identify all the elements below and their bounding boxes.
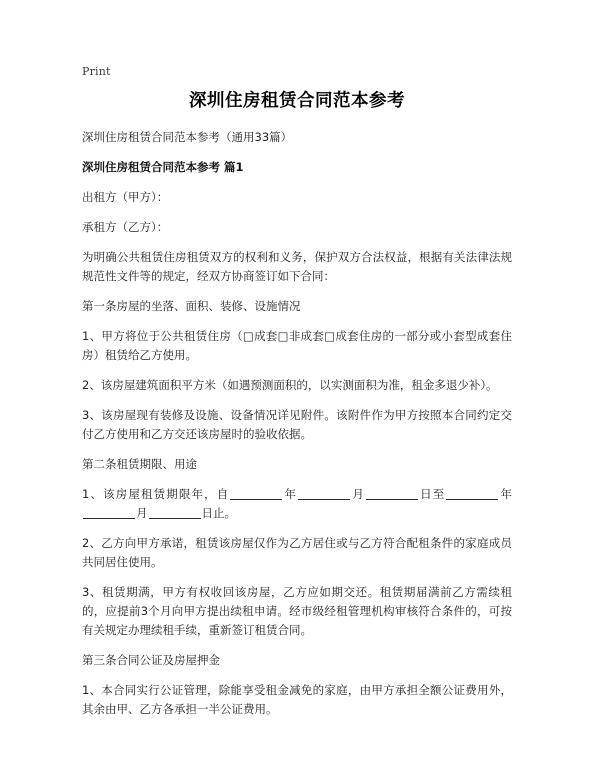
paragraph-article-1-item-2: 2、该房屋建筑面积平方米（如遇预测面积的，以实测面积为准，租金多退少补）。: [82, 378, 498, 392]
heading-article-1: 第一条房屋的坐落、面积、装修、设施情况: [82, 299, 301, 313]
paragraph-article-1-item-1: 1、甲方将位于公共租赁住房（□成套□非成套□成套住房的一部分或小套型成套住房）租赁给乙方使用。: [82, 329, 512, 362]
section-heading: 深圳住房租赁合同范本参考 篇1: [82, 160, 244, 174]
paragraph-article-3-item-1: 1、本合同实行公证管理，除能享受租金减免的家庭，由甲方承担全额公证费用外，其余由甲、乙方各承担一半公证费用。: [82, 683, 512, 716]
paragraph-article-2-item-2: 2、乙方向甲方承诺，租赁该房屋仅作为乙方居住或与乙方符合配租条件的家庭成员共同居住使用。: [82, 536, 512, 569]
paragraph-article-2-item-3: 3、租赁期满，甲方有权收回该房屋，乙方应如期交还。租赁期届满前乙方需续租的，应提前3个月向甲方提出续租申请。经市级经租管理机构审核符合条件的，可按有关规定办理续租手续，重新签订租赁合同。: [82, 585, 512, 637]
term-blank-day-2[interactable]: [149, 506, 201, 519]
term-day-label-1: 日至: [418, 487, 446, 501]
paragraph-lessee: 承租方（乙方）：: [82, 220, 169, 234]
page-title: 深圳住房租赁合同范本参考: [189, 91, 405, 111]
term-line-prefix: 1、该房屋租赁期限年，自: [82, 487, 230, 501]
print-button[interactable]: Print: [82, 65, 111, 78]
term-month-label-2: 月: [136, 506, 148, 520]
term-blank-year-2[interactable]: [446, 487, 498, 500]
term-day-label-2: 日止。: [201, 506, 236, 520]
term-year-label-1: 年: [283, 487, 298, 501]
term-blank-year-1[interactable]: [230, 487, 282, 500]
document-body: [82, 88, 512, 730]
document-subtitle: 深圳住房租赁合同范本参考（通用33篇）: [82, 130, 293, 144]
paragraph-lessor: 出租方（甲方）：: [82, 190, 169, 204]
paragraph-preamble: 为明确公共租赁住房租赁双方的权利和义务，保护双方合法权益，根据有关法律法规规范性文件等的规定，经双方协商签订如下合同：: [82, 250, 512, 283]
paragraph-article-1-item-3: 3、该房屋现有装修及设施、设备情况详见附件。该附件作为甲方按照本合同约定交付乙方使用和乙方交还该房屋时的验收依据。: [82, 408, 512, 441]
heading-article-3: 第三条合同公证及房屋押金: [82, 653, 220, 667]
term-blank-day-1[interactable]: [366, 487, 418, 500]
heading-article-2: 第二条租赁期限、用途: [82, 457, 197, 471]
term-year-label-2: 年: [499, 487, 513, 501]
term-month-label-1: 月: [351, 487, 365, 501]
paragraph-article-2-item-1: [82, 485, 512, 523]
term-blank-month-2[interactable]: [83, 506, 135, 519]
term-blank-month-1[interactable]: [298, 487, 350, 500]
